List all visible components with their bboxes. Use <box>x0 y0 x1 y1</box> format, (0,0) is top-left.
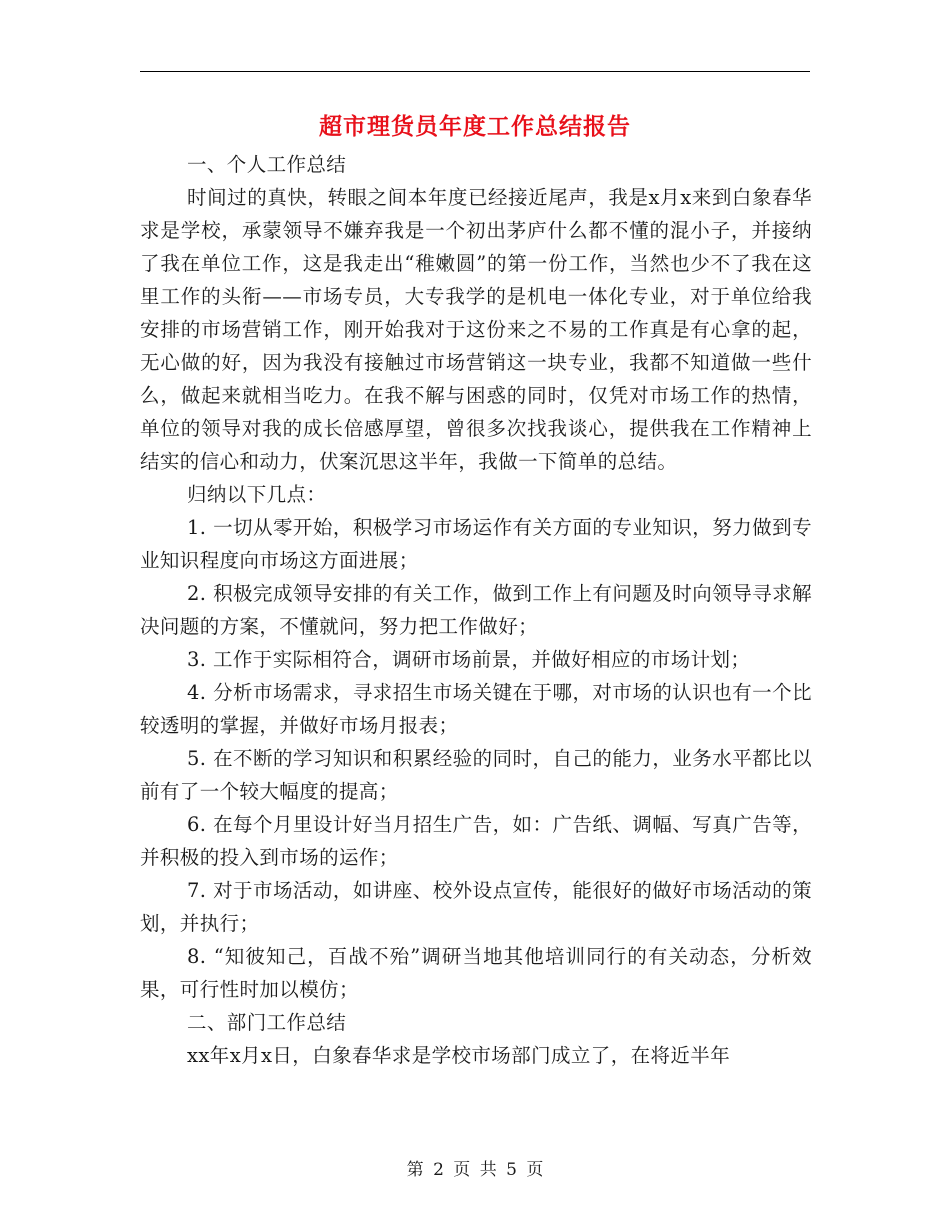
list-item-8: 8. “知彼知己，百战不殆”调研当地其他培训同行的有关动态，分析效果，可行性时加以模仿； <box>140 945 812 1001</box>
header-rule <box>140 71 810 72</box>
paragraph-summary-lead: 归纳以下几点： <box>187 483 327 506</box>
list-item-3: 3. 工作于实际相符合，调研市场前景，并做好相应的市场计划； <box>187 648 751 671</box>
list-item-5: 5. 在不断的学习知识和积累经验的同时，自己的能力，业务水平都比以前有了一个较大幅度的提高； <box>140 747 812 803</box>
paragraph-department: xx年x月x日，白象春华求是学校市场部门成立了，在将近半年 <box>187 1044 731 1067</box>
list-item-6: 6. 在每个月里设计好当月招生广告，如：广告纸、调幅、写真广告等，并积极的投入到市场的运作； <box>140 813 812 869</box>
paragraph-intro: 时间过的真快，转眼之间本年度已经接近尾声，我是x月x来到白象春华求是学校，承蒙领导不嫌弃我是一个初出茅庐什么都不懂的混小子，并接纳了我在单位工作，这是我走出“稚嫩圆”的第一份工作，当然也少不了我在这里工作的头衔——市场专员，大专我学的是机电一体化专业，对于单位给我安排的市场营销工作，刚开始我对于这份来之不易的工作真是有心拿的起，无心做的好，因为我没有接触过市场营销这一块专业，我都不知道做一些什么，做起来就相当吃力。在我不解与困惑的同时，仅凭对市场工作的热情，单位的领导对我的成长倍感厚望，曾很多次找我谈心，提供我在工作精神上结实的信心和动力，伏案沉思这半年，我做一下简单的总结。 <box>140 186 812 473</box>
section-heading-personal: 一、个人工作总结 <box>187 153 347 176</box>
document-title: 超市理货员年度工作总结报告 <box>319 113 631 140</box>
list-item-2: 2. 积极完成领导安排的有关工作，做到工作上有问题及时向领导寻求解决问题的方案，不懂就问，努力把工作做好； <box>140 582 812 638</box>
list-item-4: 4. 分析市场需求，寻求招生市场关键在于哪，对市场的认识也有一个比较透明的掌握，并做好市场月报表； <box>140 681 812 737</box>
list-item-7: 7. 对于市场活动，如讲座、校外设点宣传，能很好的做好市场活动的策划，并执行； <box>140 879 812 935</box>
page-number: 第 2 页 共 5 页 <box>406 1160 544 1180</box>
document-body <box>140 148 812 1072</box>
list-item-1: 1. 一切从零开始，积极学习市场运作有关方面的专业知识，努力做到专业知识程度向市场这方面进展； <box>140 516 812 572</box>
section-heading-department: 二、部门工作总结 <box>187 1011 347 1034</box>
